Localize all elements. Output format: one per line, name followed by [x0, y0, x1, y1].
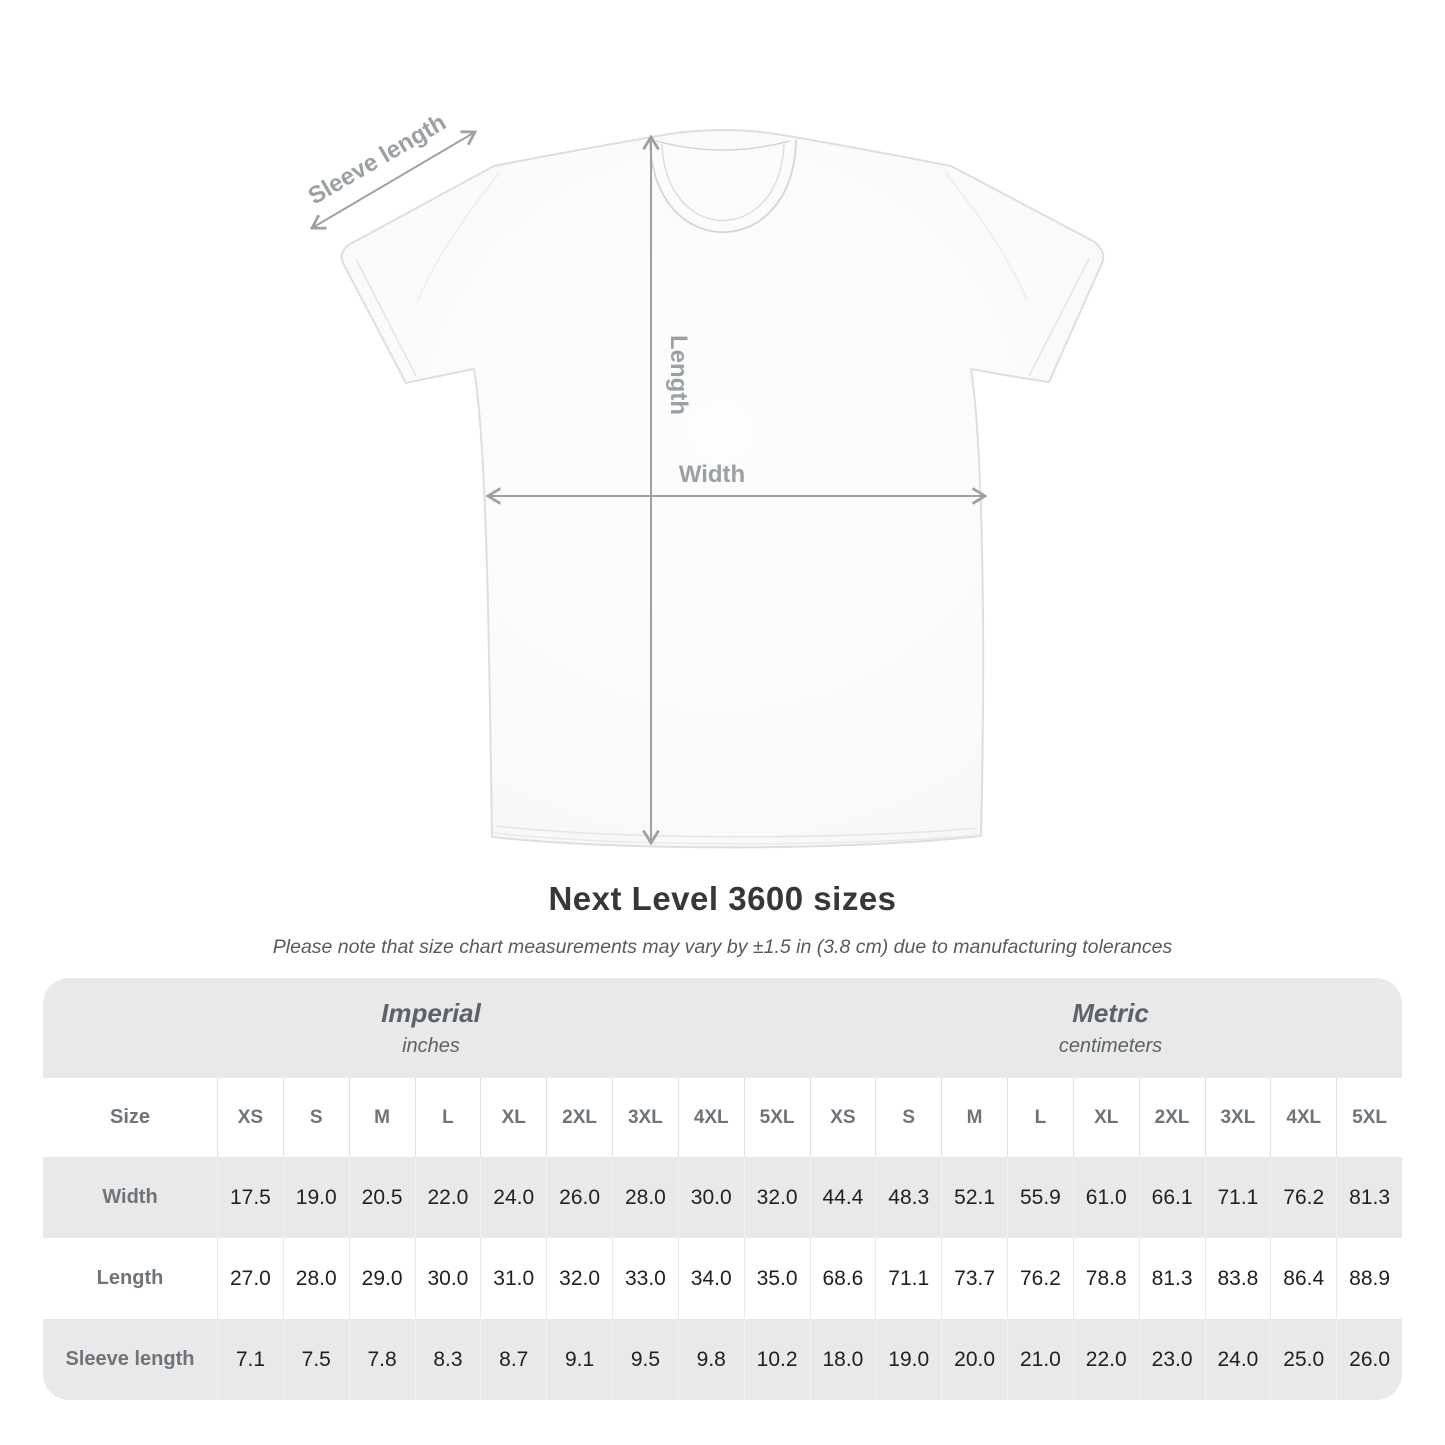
length-label: Length [665, 335, 692, 415]
value-cell: 22.0 [1073, 1319, 1139, 1400]
width-label: Width [678, 461, 746, 488]
value-cell: 7.5 [283, 1319, 349, 1400]
value-cell: 29.0 [349, 1238, 415, 1319]
value-cell: 31.0 [480, 1238, 546, 1319]
value-cell: 8.7 [480, 1319, 546, 1400]
value-cell: 25.0 [1270, 1319, 1336, 1400]
chart-title: Next Level 3600 sizes [548, 880, 897, 917]
value-cell: 48.3 [875, 1157, 941, 1238]
size-header-cell: 5XL [744, 1078, 810, 1157]
table-body [43, 1157, 1402, 1400]
value-cell: 20.0 [941, 1319, 1007, 1400]
value-cell: 24.0 [1205, 1319, 1271, 1400]
imperial-group-unit: inches [402, 1035, 460, 1057]
metric-group-title: Metric [1072, 998, 1149, 1028]
value-cell: 81.3 [1139, 1238, 1205, 1319]
value-cell: 32.0 [546, 1238, 612, 1319]
value-cell: 86.4 [1270, 1238, 1336, 1319]
metric-group-header [819, 978, 1402, 1078]
row-label: Length [96, 1267, 164, 1289]
value-cell: 71.1 [1205, 1157, 1271, 1238]
value-cell: 24.0 [480, 1157, 546, 1238]
row-label: Sleeve length [65, 1348, 195, 1370]
value-cell: 81.3 [1336, 1157, 1402, 1238]
size-header-cell: 4XL [1270, 1078, 1336, 1157]
value-cell: 73.7 [941, 1238, 1007, 1319]
value-cell: 9.8 [678, 1319, 744, 1400]
tshirt-outline [342, 130, 1104, 847]
value-cell: 23.0 [1139, 1319, 1205, 1400]
size-header-cell: S [283, 1078, 349, 1157]
tshirt-graphic [342, 130, 1104, 847]
value-cell: 52.1 [941, 1157, 1007, 1238]
table-row [43, 1157, 1402, 1238]
value-cell: 78.8 [1073, 1238, 1139, 1319]
value-cell: 44.4 [810, 1157, 876, 1238]
value-cell: 76.2 [1007, 1238, 1073, 1319]
value-cell: 9.1 [546, 1319, 612, 1400]
value-cell: 22.0 [415, 1157, 481, 1238]
value-cell: 88.9 [1336, 1238, 1402, 1319]
value-cell: 8.3 [415, 1319, 481, 1400]
unit-group-header-row [43, 978, 1402, 1078]
sleeve-length-label: Sleeve length [303, 108, 451, 211]
size-header-cell: XS [810, 1078, 876, 1157]
value-cell: 17.5 [217, 1157, 283, 1238]
chart-subtitle: Please note that size chart measurements may vary by ±1.5 in (3.8 cm) due to manufacturing tolerances [272, 936, 1173, 958]
value-cell: 83.8 [1205, 1238, 1271, 1319]
size-header-cell: L [1007, 1078, 1073, 1157]
table-row [43, 1238, 1402, 1319]
value-cell: 7.1 [217, 1319, 283, 1400]
table-row [43, 1319, 1402, 1400]
value-cell: 21.0 [1007, 1319, 1073, 1400]
size-chart-table [43, 978, 1402, 1400]
value-cell: 61.0 [1073, 1157, 1139, 1238]
size-header-cell: 3XL [1205, 1078, 1271, 1157]
size-column-header: Size [109, 1106, 151, 1128]
value-cell: 76.2 [1270, 1157, 1336, 1238]
row-label: Width [102, 1186, 158, 1208]
value-cell: 19.0 [875, 1319, 941, 1400]
size-header-cell: XS [217, 1078, 283, 1157]
size-header-cell: XL [1073, 1078, 1139, 1157]
value-cell: 33.0 [612, 1238, 678, 1319]
value-cell: 35.0 [744, 1238, 810, 1319]
value-cell: 30.0 [415, 1238, 481, 1319]
value-cell: 32.0 [744, 1157, 810, 1238]
value-cell: 27.0 [217, 1238, 283, 1319]
imperial-group-header [43, 978, 819, 1078]
value-cell: 28.0 [612, 1157, 678, 1238]
size-header-cell: M [941, 1078, 1007, 1157]
value-cell: 9.5 [612, 1319, 678, 1400]
size-header-cell: 3XL [612, 1078, 678, 1157]
size-header-cell: 5XL [1336, 1078, 1402, 1157]
size-header-cell: 2XL [546, 1078, 612, 1157]
value-cell: 26.0 [1336, 1319, 1402, 1400]
value-cell: 34.0 [678, 1238, 744, 1319]
value-cell: 30.0 [678, 1157, 744, 1238]
value-cell: 10.2 [744, 1319, 810, 1400]
size-header-cell: 2XL [1139, 1078, 1205, 1157]
value-cell: 66.1 [1139, 1157, 1205, 1238]
size-header-row [43, 1078, 1402, 1157]
value-cell: 20.5 [349, 1157, 415, 1238]
size-header-cell: 4XL [678, 1078, 744, 1157]
value-cell: 19.0 [283, 1157, 349, 1238]
value-cell: 71.1 [875, 1238, 941, 1319]
value-cell: 68.6 [810, 1238, 876, 1319]
metric-group-unit: centimeters [1058, 1035, 1163, 1057]
value-cell: 18.0 [810, 1319, 876, 1400]
value-cell: 26.0 [546, 1157, 612, 1238]
value-cell: 28.0 [283, 1238, 349, 1319]
value-cell: 7.8 [349, 1319, 415, 1400]
size-header-cell: XL [480, 1078, 546, 1157]
size-header-cell: M [349, 1078, 415, 1157]
size-header-cell: L [415, 1078, 481, 1157]
value-cell: 55.9 [1007, 1157, 1073, 1238]
imperial-group-title: Imperial [381, 998, 481, 1028]
size-header-cell: S [875, 1078, 941, 1157]
